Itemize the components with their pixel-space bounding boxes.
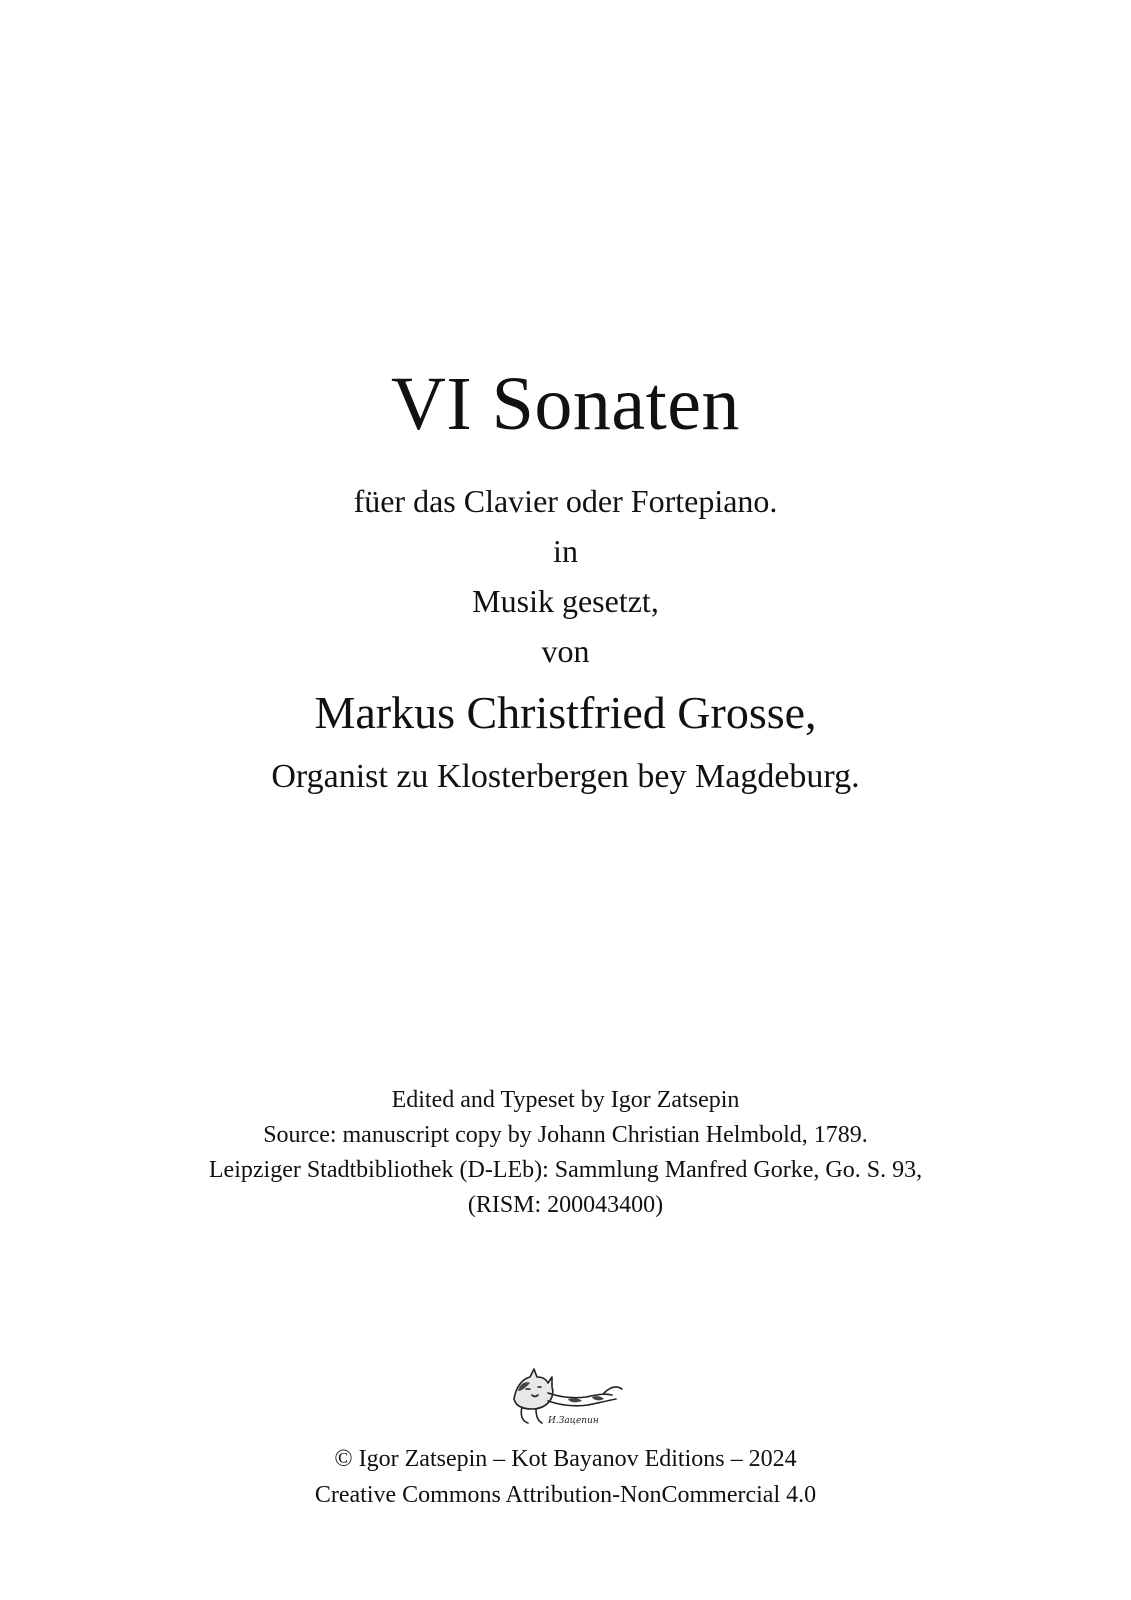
logo-signature: И.Зацепин <box>548 1416 599 1426</box>
subtitle-instrument: füer das Clavier oder Fortepiano. <box>353 483 778 519</box>
cat-logo-icon <box>508 1363 628 1429</box>
subtitle-musik-gesetzt: Musik gesetzt, <box>472 583 659 619</box>
footer-license: Creative Commons Attribution-NonCommercial 4.0 <box>314 1482 817 1508</box>
credit-source: Source: manuscript copy by Johann Christian Helmbold, 1789. <box>263 1122 868 1148</box>
credit-editor: Edited and Typeset by Igor Zatsepin <box>391 1087 740 1113</box>
footer-copyright: © Igor Zatsepin – Kot Bayanov Editions – 2024 <box>334 1446 797 1472</box>
subtitle-in: in <box>553 533 578 569</box>
composer-position: Organist zu Klosterbergen bey Magdeburg. <box>271 758 860 795</box>
credit-library: Leipziger Stadtbibliothek (D-LEb): Sammlung Manfred Gorke, Go. S. 93, <box>208 1157 923 1183</box>
composer-name: Markus Christfried Grosse, <box>314 687 817 738</box>
page-title: VI Sonaten <box>390 362 741 446</box>
subtitle-von: von <box>541 633 590 669</box>
credit-rism: (RISM: 200043400) <box>467 1192 664 1218</box>
